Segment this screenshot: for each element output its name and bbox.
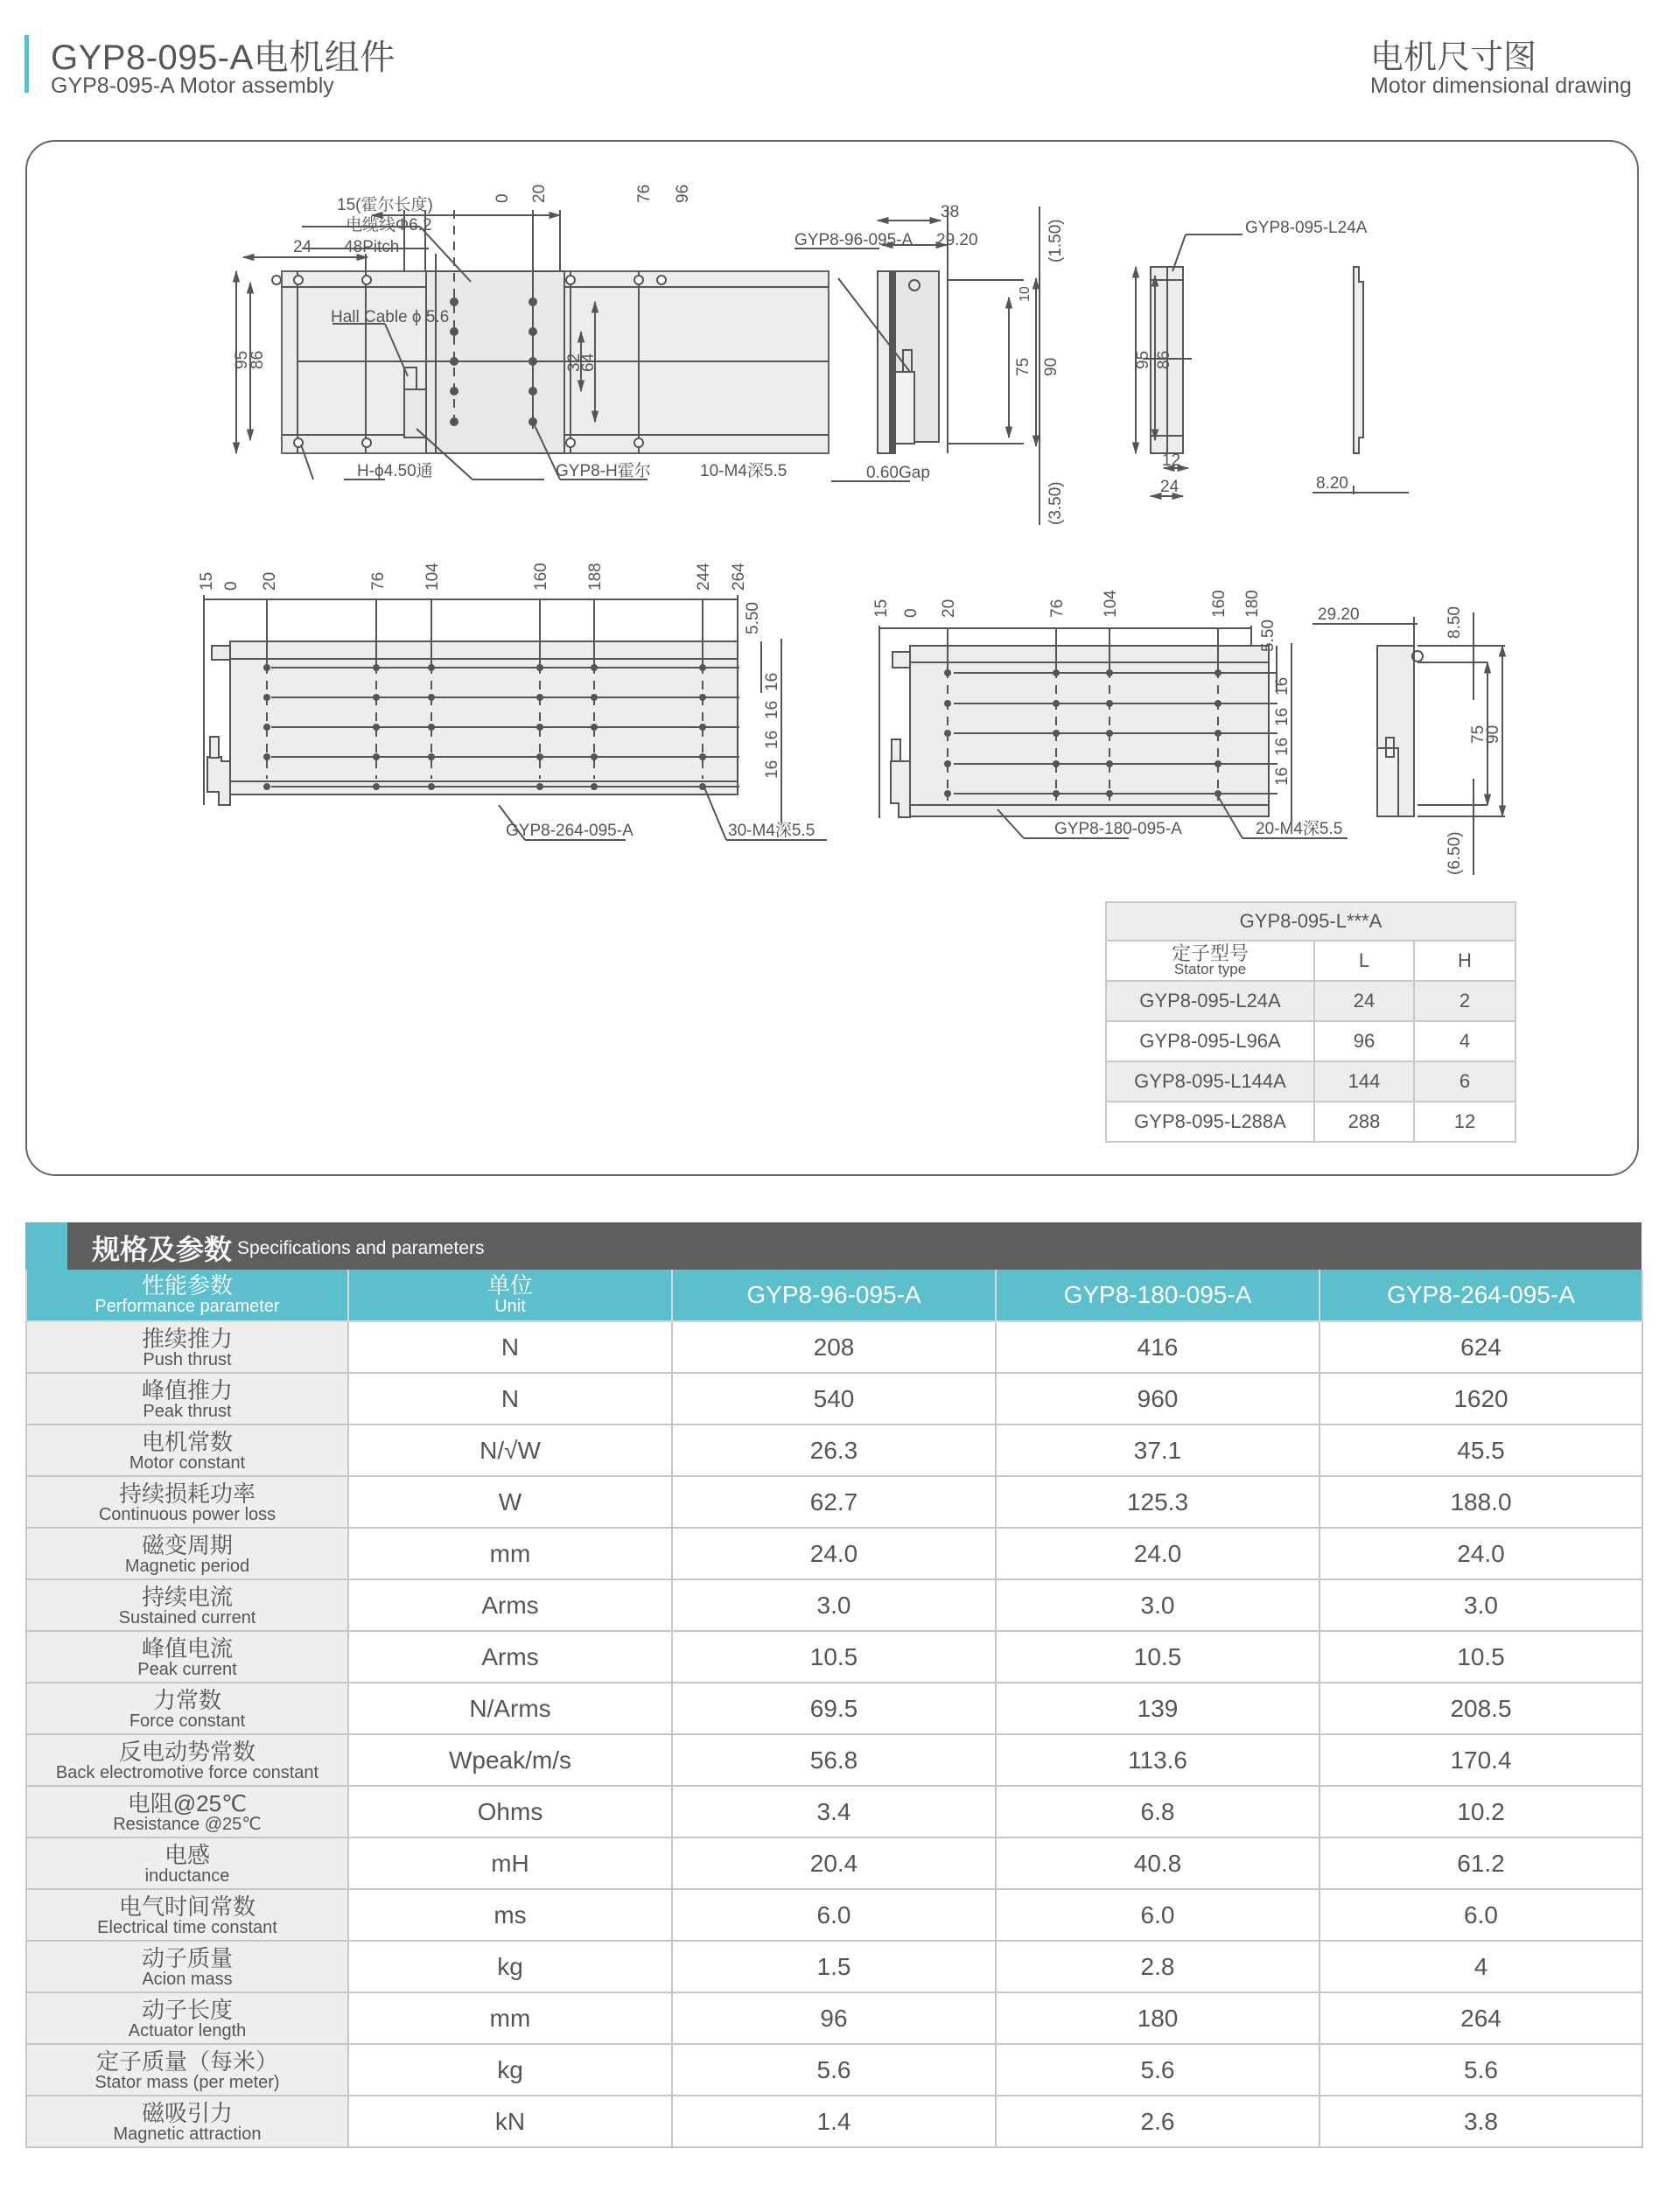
tick-180-20: 20 [940, 598, 958, 618]
dim-bottom-offset: (3.50) [1046, 481, 1065, 525]
value-cell: 62.7 [672, 1476, 996, 1528]
param-name-cn: 反电动势常数 [118, 1738, 256, 1765]
value-cell: 113.6 [996, 1734, 1320, 1786]
tapped-hole [1053, 730, 1060, 737]
value-cell: 3.8 [1320, 2096, 1642, 2147]
tapped-hole [1053, 669, 1060, 676]
tapped-hole [699, 783, 706, 790]
param-name-en: Motor constant [129, 1452, 246, 1473]
stator-type: GYP8-095-L288A [1106, 1102, 1314, 1142]
value-cell: 5.6 [996, 2044, 1320, 2096]
value-cell: 6.8 [996, 1786, 1320, 1838]
value-cell: 6.0 [672, 1889, 996, 1941]
header-model-264: GYP8-264-095-A [1320, 1270, 1642, 1321]
tapped-hole [1106, 790, 1113, 797]
param-name-cn: 动子质量 [141, 1944, 233, 1971]
param-cell [26, 2044, 348, 2096]
header-param [26, 1270, 348, 1321]
value-cell: 1620 [1320, 1373, 1642, 1424]
param-cell [26, 1321, 348, 1373]
tapped-hole [536, 664, 543, 671]
view-264 [204, 595, 827, 840]
param-name-cn: 磁变周期 [141, 1531, 233, 1558]
param-cell [26, 1941, 348, 1992]
param-name-cn: 电感 [164, 1841, 210, 1868]
table-row [26, 1579, 1642, 1631]
value-cell: 6.0 [1320, 1889, 1642, 1941]
tapped-hole [263, 724, 270, 731]
specs-title-en: Specifications and parameters [237, 1238, 485, 1258]
header-param-cn: 性能参数 [141, 1272, 233, 1298]
tick-20: 20 [530, 184, 549, 203]
tick-264-264: 264 [730, 563, 748, 591]
tapped-hole [1106, 760, 1113, 767]
dim-stator-12: 12 [1162, 452, 1181, 470]
tapped-hole [944, 730, 951, 737]
stator-type: GYP8-095-L96A [1106, 1021, 1314, 1061]
dim-180-pitch-2: 16 [1273, 707, 1292, 726]
param-name-cn: 力常数 [152, 1686, 221, 1713]
tapped-hole [699, 724, 706, 731]
value-cell: 960 [996, 1373, 1320, 1424]
dim-hall-length: 15(霍尔长度) [337, 196, 433, 214]
dim-side180-top: 8.50 [1446, 606, 1464, 639]
dim-side180-bottom: (6.50) [1446, 831, 1464, 875]
param-cell [26, 1631, 348, 1683]
tick-264-188: 188 [586, 563, 605, 591]
tick-180-15: 15 [872, 598, 891, 618]
param-name-cn: 持续电流 [141, 1583, 233, 1610]
label-part-264: GYP8-264-095-A [506, 822, 634, 840]
param-name-cn: 动子长度 [141, 1996, 233, 2023]
tapped-hole [263, 783, 270, 790]
tapped-hole [944, 669, 951, 676]
tick-264-244: 244 [695, 563, 713, 591]
param-name-en: Back electromotive force constant [55, 1762, 319, 1782]
tapped-hole [536, 694, 543, 701]
tick-180-76: 76 [1048, 598, 1067, 618]
dim-75: 75 [1014, 357, 1032, 376]
value-cell: 56.8 [672, 1734, 996, 1786]
param-name-cn: 峰值推力 [141, 1376, 233, 1404]
tick-264-160: 160 [532, 563, 550, 591]
param-name-cn: 电阻@25℃ [127, 1789, 248, 1816]
param-cell [26, 1424, 348, 1476]
param-cell [26, 1579, 348, 1631]
label-part-96: GYP8-96-095-A [794, 231, 914, 249]
tick-264-20: 20 [261, 571, 279, 591]
unit-cell: kg [348, 2044, 672, 2096]
stator-l: 144 [1314, 1061, 1414, 1102]
tick-180-160: 160 [1210, 590, 1228, 618]
tapped-hole [373, 724, 380, 731]
table-row [1106, 981, 1516, 1021]
dim-stator-thickness: 8.20 [1316, 474, 1348, 493]
param-name-en: Actuator length [128, 2020, 247, 2040]
header-model-180: GYP8-180-095-A [996, 1270, 1320, 1321]
dim-hall-cable: Hall Cable ϕ 5.6 [331, 308, 450, 326]
tick-264-76: 76 [369, 571, 388, 591]
stator-l-header: L [1314, 941, 1414, 981]
param-name-en: Resistance @25℃ [113, 1814, 262, 1834]
value-cell: 10.5 [1320, 1631, 1642, 1683]
dim-64: 64 [579, 353, 598, 372]
label-through-hole: H-ϕ4.50通 [357, 462, 433, 480]
dim-32: 32 [565, 353, 584, 372]
tapped-hole [428, 694, 435, 701]
tick-96: 96 [674, 184, 692, 203]
param-name-en: Force constant [129, 1711, 246, 1731]
param-name-cn: 峰值电流 [141, 1634, 233, 1662]
value-cell: 24.0 [672, 1528, 996, 1579]
value-cell: 10.5 [996, 1631, 1320, 1683]
value-cell: 170.4 [1320, 1734, 1642, 1786]
specs-title-cn: 规格及参数 [92, 1234, 233, 1265]
value-cell: 1.4 [672, 2096, 996, 2147]
value-cell: 69.5 [672, 1683, 996, 1734]
stator-h: 2 [1414, 981, 1516, 1021]
table-row [26, 1734, 1642, 1786]
header-unit [348, 1270, 672, 1321]
unit-cell: N/Arms [348, 1683, 672, 1734]
dim-top-offset: (1.50) [1046, 219, 1065, 262]
param-cell [26, 1373, 348, 1424]
tapped-hole [1214, 700, 1222, 707]
dim-10: 10 [1018, 286, 1032, 302]
tapped-hole [263, 664, 270, 671]
dim-264-pitch-4: 16 [763, 760, 781, 779]
dim-264-pitch-3: 16 [763, 730, 781, 749]
value-cell: 3.0 [672, 1579, 996, 1631]
value-cell: 20.4 [672, 1838, 996, 1889]
value-cell: 5.6 [1320, 2044, 1642, 2096]
value-cell: 4 [1320, 1941, 1642, 1992]
dim-264-offset: 5.50 [744, 602, 762, 634]
dim-pitch: 48Pitch [344, 238, 400, 256]
param-name-cn: 磁吸引力 [141, 2099, 233, 2126]
stator-type-header-en: Stator type [1173, 961, 1247, 977]
value-cell: 2.6 [996, 2096, 1320, 2147]
param-cell [26, 1889, 348, 1941]
param-cell [26, 1992, 348, 2044]
label-stator-part: GYP8-095-L24A [1245, 219, 1368, 237]
value-cell: 24.0 [1320, 1528, 1642, 1579]
param-name-en: Electrical time constant [97, 1917, 277, 1937]
value-cell: 5.6 [672, 2044, 996, 2096]
value-cell: 24.0 [996, 1528, 1320, 1579]
dim-stator-24: 24 [1160, 478, 1180, 496]
stator-type-header-cn: 定子型号 [1171, 942, 1249, 964]
header-unit-en: Unit [494, 1297, 526, 1316]
value-cell: 208.5 [1320, 1683, 1642, 1734]
table-row [26, 1786, 1642, 1838]
value-cell: 188.0 [1320, 1476, 1642, 1528]
dim-180-pitch-3: 16 [1273, 737, 1292, 756]
unit-cell: kN [348, 2096, 672, 2147]
tapped-hole [1053, 760, 1060, 767]
stator-table-caption: GYP8-095-L***A [1106, 902, 1516, 941]
param-cell [26, 1528, 348, 1579]
tapped-hole [1214, 730, 1222, 737]
value-cell: 3.0 [1320, 1579, 1642, 1631]
value-cell: 40.8 [996, 1838, 1320, 1889]
tapped-hole [428, 783, 435, 790]
tick-180-0: 0 [902, 608, 920, 618]
header-param-en: Performance parameter [94, 1297, 280, 1316]
dim-side180-75: 75 [1469, 724, 1488, 744]
table-row [26, 1992, 1642, 2044]
value-cell: 10.5 [672, 1631, 996, 1683]
table-row [26, 2096, 1642, 2147]
table-row [1106, 1021, 1516, 1061]
specs-section-header [25, 1222, 1642, 1270]
dim-pitch-offset: 24 [293, 238, 312, 256]
param-cell [26, 1838, 348, 1889]
value-cell: 3.0 [996, 1579, 1320, 1631]
tapped-hole [944, 760, 951, 767]
param-name-en: Peak current [137, 1659, 237, 1679]
dim-height-95: 95 [233, 350, 251, 369]
tick-264-104: 104 [424, 563, 442, 591]
tapped-hole [1106, 700, 1113, 707]
unit-cell: ms [348, 1889, 672, 1941]
dim-cable: 电缆线Φ6.2 [346, 216, 432, 234]
value-cell: 416 [996, 1321, 1320, 1373]
value-cell: 96 [672, 1992, 996, 2044]
stator-h: 6 [1414, 1061, 1516, 1102]
stator-type-header [1106, 941, 1314, 981]
top-view [236, 210, 829, 480]
dim-body-width: 29.20 [936, 231, 978, 249]
param-cell [26, 1683, 348, 1734]
tapped-hole [1214, 790, 1222, 797]
stator-l: 96 [1314, 1021, 1414, 1061]
unit-cell: N/√W [348, 1424, 672, 1476]
table-row [26, 1424, 1642, 1476]
table-row [26, 1838, 1642, 1889]
label-tapped-264: 30-M4深5.5 [728, 822, 816, 840]
tapped-hole [699, 664, 706, 671]
value-cell: 125.3 [996, 1476, 1320, 1528]
stator-h-header: H [1414, 941, 1516, 981]
dim-90: 90 [1042, 357, 1060, 376]
unit-cell: N [348, 1321, 672, 1373]
stator-type-table [1105, 901, 1516, 1143]
value-cell: 264 [1320, 1992, 1642, 2044]
unit-cell: mm [348, 1528, 672, 1579]
dim-180-offset: 5.50 [1259, 620, 1278, 652]
dim-total-width: 38 [941, 203, 960, 221]
tapped-hole [373, 783, 380, 790]
param-name-cn: 定子质量（每米） [95, 2048, 278, 2075]
dim-264-pitch-2: 16 [763, 700, 781, 719]
specs-table [25, 1270, 1643, 2148]
dim-180-pitch-4: 16 [1273, 766, 1292, 786]
stator-type: GYP8-095-L144A [1106, 1061, 1314, 1102]
param-name-en: Continuous power loss [98, 1504, 276, 1524]
stator-type: GYP8-095-L24A [1106, 981, 1314, 1021]
value-cell: 180 [996, 1992, 1320, 2044]
stator-h: 4 [1414, 1021, 1516, 1061]
header-unit-cn: 单位 [486, 1272, 533, 1298]
tapped-hole [591, 783, 598, 790]
table-row [26, 1941, 1642, 1992]
label-hall-part: GYP8-H霍尔 [556, 462, 651, 480]
tapped-hole [536, 753, 543, 760]
value-cell: 26.3 [672, 1424, 996, 1476]
param-name-en: Magnetic attraction [113, 2124, 262, 2144]
tick-180-104: 104 [1102, 590, 1120, 618]
table-row [26, 1373, 1642, 1424]
stator-l: 24 [1314, 981, 1414, 1021]
tapped-hole [428, 724, 435, 731]
param-name-en: inductance [144, 1866, 230, 1886]
page-title: GYP8-095-A电机组件 [51, 38, 396, 77]
tapped-hole [944, 700, 951, 707]
param-name-cn: 电机常数 [141, 1428, 233, 1455]
specs-header-row [26, 1270, 1642, 1321]
label-tapped-holes: 10-M4深5.5 [700, 462, 788, 480]
tapped-hole [699, 694, 706, 701]
value-cell: 1.5 [672, 1941, 996, 1992]
tapped-hole [428, 664, 435, 671]
section-title-drawing: 电机尺寸图 [1370, 39, 1537, 76]
dim-180-pitch-1: 16 [1273, 676, 1292, 696]
param-name-en: Sustained current [118, 1607, 256, 1628]
tapped-hole [428, 753, 435, 760]
value-cell: 61.2 [1320, 1838, 1642, 1889]
param-name-en: Acion mass [142, 1969, 233, 1989]
table-row [26, 2044, 1642, 2096]
tapped-hole [373, 753, 380, 760]
tapped-hole [591, 724, 598, 731]
tapped-hole [536, 724, 543, 731]
param-name-cn: 持续损耗功率 [118, 1480, 256, 1507]
value-cell: 6.0 [996, 1889, 1320, 1941]
unit-cell: N [348, 1373, 672, 1424]
unit-cell: Arms [348, 1631, 672, 1683]
tapped-hole [591, 664, 598, 671]
value-cell: 3.4 [672, 1786, 996, 1838]
value-cell: 139 [996, 1683, 1320, 1734]
tapped-hole [373, 664, 380, 671]
tapped-hole [591, 753, 598, 760]
table-row [26, 1476, 1642, 1528]
unit-cell: mH [348, 1838, 672, 1889]
param-cell [26, 1734, 348, 1786]
value-cell: 2.8 [996, 1941, 1320, 1992]
tick-76: 76 [635, 184, 654, 203]
value-cell: 10.2 [1320, 1786, 1642, 1838]
tapped-hole [1053, 700, 1060, 707]
unit-cell: Wpeak/m/s [348, 1734, 672, 1786]
specs-accent-tab [25, 1222, 67, 1270]
dim-stator-86: 86 [1155, 350, 1173, 369]
unit-cell: Ohms [348, 1786, 672, 1838]
param-name-en: Magnetic period [124, 1556, 250, 1576]
unit-cell: kg [348, 1941, 672, 1992]
stator-l: 288 [1314, 1102, 1414, 1142]
table-row [26, 1631, 1642, 1683]
dim-264-pitch-1: 16 [763, 672, 781, 691]
value-cell: 624 [1320, 1321, 1642, 1373]
value-cell: 540 [672, 1373, 996, 1424]
tapped-hole [263, 694, 270, 701]
tapped-hole [1214, 760, 1222, 767]
tapped-hole [699, 753, 706, 760]
param-cell [26, 2096, 348, 2147]
param-cell [26, 1786, 348, 1838]
unit-cell: Arms [348, 1579, 672, 1631]
unit-cell: mm [348, 1992, 672, 2044]
table-row [26, 1321, 1642, 1373]
param-name-en: Peak thrust [143, 1401, 232, 1421]
value-cell: 45.5 [1320, 1424, 1642, 1476]
tick-180-180: 180 [1243, 590, 1262, 618]
table-row [1106, 1061, 1516, 1102]
value-cell: 37.1 [996, 1424, 1320, 1476]
tapped-hole [1053, 790, 1060, 797]
value-cell: 208 [672, 1321, 996, 1373]
unit-cell: W [348, 1476, 672, 1528]
dim-height-86: 86 [248, 350, 267, 369]
param-cell [26, 1476, 348, 1528]
tapped-hole [1106, 669, 1113, 676]
param-name-en: Stator mass (per meter) [94, 2072, 280, 2092]
header-model-96: GYP8-96-095-A [672, 1270, 996, 1321]
label-tapped-180: 20-M4深5.5 [1256, 820, 1343, 838]
dim-side180-width: 29.20 [1318, 606, 1360, 624]
tapped-hole [1106, 730, 1113, 737]
page-subtitle: GYP8-095-A Motor assembly [51, 74, 334, 98]
table-row [26, 1683, 1642, 1734]
table-row [1106, 1102, 1516, 1142]
table-row [26, 1889, 1642, 1941]
tapped-hole [536, 783, 543, 790]
dim-gap: 0.60Gap [866, 464, 930, 482]
tapped-hole [944, 790, 951, 797]
dim-stator-95: 95 [1134, 350, 1152, 369]
tick-264-15: 15 [198, 571, 216, 591]
tapped-hole [1214, 669, 1222, 676]
tapped-hole [591, 694, 598, 701]
label-part-180: GYP8-180-095-A [1054, 820, 1182, 838]
dim-side180-90: 90 [1484, 724, 1502, 744]
tapped-hole [373, 694, 380, 701]
param-name-cn: 推续推力 [141, 1325, 233, 1352]
tapped-hole [263, 753, 270, 760]
tick-0: 0 [494, 193, 512, 203]
section-subtitle-drawing: Motor dimensional drawing [1370, 74, 1632, 98]
table-row [26, 1528, 1642, 1579]
param-name-cn: 电气时间常数 [118, 1893, 256, 1920]
tick-264-0: 0 [222, 581, 241, 591]
param-name-en: Push thrust [143, 1349, 232, 1369]
stator-h: 12 [1414, 1102, 1516, 1142]
